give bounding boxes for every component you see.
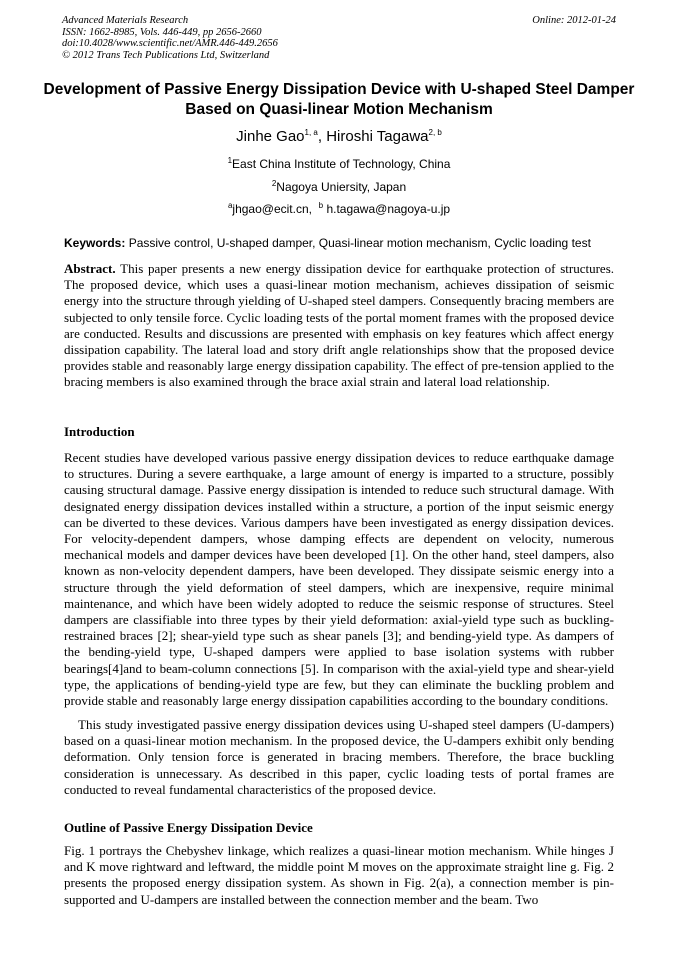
affil-sup: 2 bbox=[271, 179, 277, 188]
affil-sup: 1 bbox=[227, 156, 233, 165]
email-b: h.tagawa@nagoya-u.jp bbox=[326, 202, 451, 216]
abstract-text: This paper presents a new energy dissipation device for earthquake protection of structures. The proposed device, which uses a quasi-linear motion mechanism, achieves dissipation of seismic energy into the structure through yielding of U-shaped steel dampers. Consequently bracing members are subjected to only tensile force. Cyclic loading tests of the portal moment frames with the proposed device are conducted. Results and discussions are presented with emphasis on key features which affect energy dissipation capability. The lateral load and story drift angle relationships show that the proposed device provides stable and reasonably large energy dissipation capability. The effect of pre-tension applied to the bracing members is also examined through the brace axial strain and lateral load relationship. bbox=[64, 261, 615, 390]
outline-paragraph-1: Fig. 1 portrays the Chebyshev linkage, which realizes a quasi-linear motion mechanism. While hinges J and K move rightward and leftward, the middle point M moves on the approximate straight line g. Fig. 2 presents the proposed energy dissipation system. As shown in Fig. 2(a), a connection member is pin-supported and U-dampers are installed between the connection member and the beam. Two bbox=[64, 843, 614, 907]
abstract bbox=[64, 261, 614, 391]
section-heading-introduction: Introduction bbox=[64, 424, 135, 439]
abstract-label: Abstract. bbox=[64, 261, 116, 276]
intro-paragraph-1: Recent studies have developed various passive energy dissipation devices to reduce earthquake damage to structures. During a severe earthquake, a large amount of energy is imparted to a structure, possibly causing structural damage. Passive energy dissipation is intended to reduce such structural damage. With designated energy dissipation devices installed within a structure, a portion of the input seismic energy can be diverted to these devices. Various dampers have been investigated as energy dissipation devices. For velocity-dependent dampers, whose damping effects are dependent on velocity, numerous mechanical models and damper devices have been developed [1]. On the other hand, steel dampers, also known as non-velocity dependent dampers, have been developed. They dissipate seismic energy into a structure through the yield deformation of steel dampers, which are inexpensive, require minimal maintenance, and which have been widely adopted to reduce the seismic response of structures. Steel dampers are classifiable into three types by their yield deformation: axial-yield type such as buckling-restrained braces [2]; shear-yield type such as shear panels [3]; and bending-yield type. As dampers of the bending-yield type, U-shaped dampers were applied to base isolation systems with rubber bearings[4]and to beam-column connections [5]. In comparison with the axial-yield type and shear-yield type, the applications of bending-yield type are few, but they can eliminate the buckling problem and provide stable and reasonably large energy dissipation capabilities according to the boundary conditions. bbox=[64, 450, 614, 709]
online-date: Online: 2012-01-24 bbox=[532, 15, 616, 26]
section-heading-outline: Outline of Passive Energy Dissipation Device bbox=[64, 820, 313, 835]
journal-header bbox=[62, 15, 616, 61]
issn-line: ISSN: 1662-8985, Vols. 446-449, pp 2656-2660 bbox=[62, 26, 262, 38]
affil-text: Nagoya Uniersity, Japan bbox=[276, 180, 407, 194]
affil-text: East China Institute of Technology, China bbox=[232, 157, 451, 171]
author-affil-sup: 2, b bbox=[428, 128, 442, 137]
email-line bbox=[0, 202, 678, 216]
author-separator: , bbox=[317, 128, 327, 145]
email-sup: a bbox=[227, 201, 233, 210]
intro-paragraph-2: This study investigated passive energy dissipation devices using U-shaped steel dampers (U-dampers) based on a quasi-linear motion mechanism. In the proposed device, the U-dampers exhibit only bending deformation. Only tension force is generated in bracing members. Therefore, the brace buckling consideration is unnecessary. As described in this paper, cyclic loading tests of portal frames are conducted to reveal fundamental characteristics of the proposed device. bbox=[64, 717, 614, 797]
author-name: Hiroshi Tagawa bbox=[326, 128, 429, 145]
journal-name: Advanced Materials Research bbox=[62, 15, 189, 26]
email-sup: b bbox=[318, 201, 324, 210]
keywords-label: Keywords: bbox=[64, 236, 126, 250]
paper-title: Development of Passive Energy Dissipation Device with U-shaped Steel Damper Based on Quasi-linear Motion Mechanism bbox=[43, 81, 635, 118]
affiliation-2 bbox=[0, 180, 678, 194]
author-name: Jinhe Gao bbox=[236, 128, 305, 145]
keywords-text: Passive control, U-shaped damper, Quasi-linear motion mechanism, Cyclic loading test bbox=[128, 236, 591, 250]
affiliation-1 bbox=[0, 157, 678, 171]
email-a: jhgao@ecit.cn, bbox=[232, 202, 312, 216]
copyright-line: © 2012 Trans Tech Publications Ltd, Switzerland bbox=[62, 49, 270, 61]
keywords bbox=[64, 236, 614, 250]
doi-line: doi:10.4028/www.scientific.net/AMR.446-449.2656 bbox=[62, 38, 278, 49]
author-line bbox=[0, 128, 678, 145]
author-affil-sup: 1, a bbox=[304, 128, 318, 137]
